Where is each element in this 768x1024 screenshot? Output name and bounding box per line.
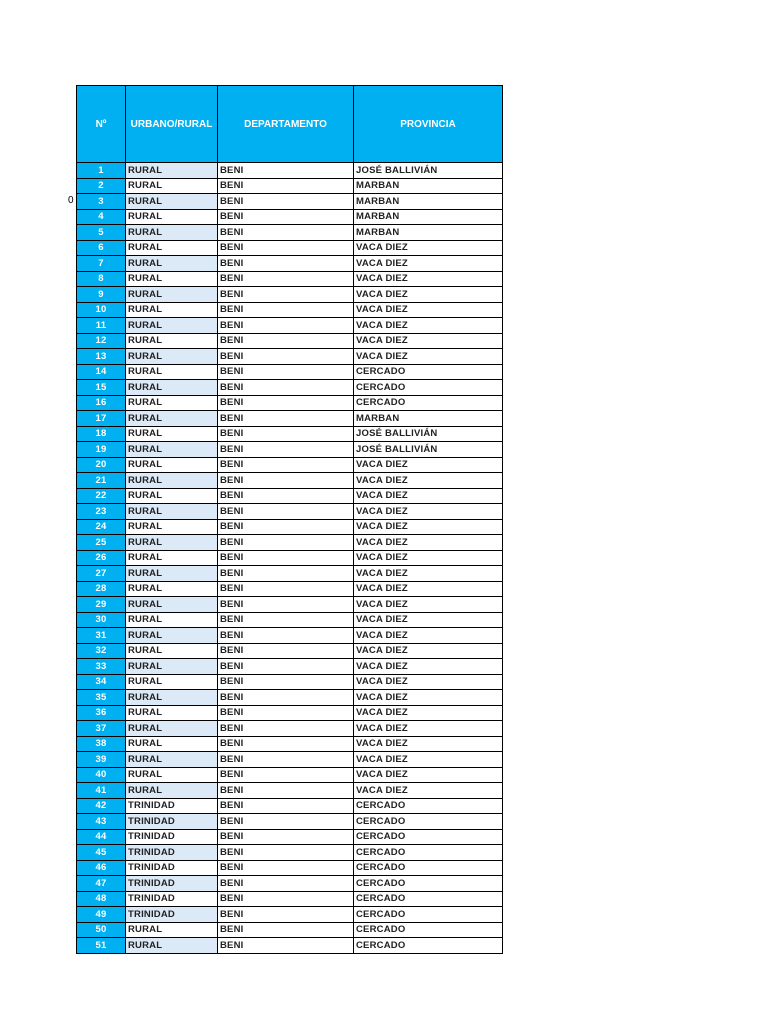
cell-urban-rural[interactable]: RURAL [126, 659, 218, 675]
cell-department[interactable]: BENI [218, 426, 354, 442]
cell-number[interactable]: 26 [77, 550, 126, 566]
cell-province[interactable]: CERCADO [354, 922, 503, 938]
cell-department[interactable]: BENI [218, 829, 354, 845]
cell-number[interactable]: 1 [77, 163, 126, 179]
cell-department[interactable]: BENI [218, 860, 354, 876]
cell-province[interactable]: VACA DIEZ [354, 597, 503, 613]
cell-department[interactable]: BENI [218, 364, 354, 380]
cell-department[interactable]: BENI [218, 690, 354, 706]
cell-province[interactable]: CERCADO [354, 891, 503, 907]
cell-province[interactable]: VACA DIEZ [354, 504, 503, 520]
cell-department[interactable]: BENI [218, 209, 354, 225]
table-row [77, 783, 503, 799]
cell-department[interactable]: BENI [218, 845, 354, 861]
cell-urban-rural[interactable]: RURAL [126, 318, 218, 334]
cell-urban-rural[interactable]: RURAL [126, 752, 218, 768]
stray-cell-mark: 0 [68, 195, 74, 206]
cell-number[interactable]: 38 [77, 736, 126, 752]
cell-number[interactable]: 19 [77, 442, 126, 458]
table-row [77, 721, 503, 737]
cell-urban-rural[interactable]: RURAL [126, 442, 218, 458]
cell-urban-rural[interactable]: RURAL [126, 674, 218, 690]
table-row [77, 705, 503, 721]
cell-number[interactable]: 23 [77, 504, 126, 520]
cell-urban-rural[interactable]: RURAL [126, 566, 218, 582]
cell-number[interactable]: 17 [77, 411, 126, 427]
cell-number[interactable]: 41 [77, 783, 126, 799]
table-row [77, 814, 503, 830]
cell-urban-rural[interactable]: RURAL [126, 690, 218, 706]
cell-province[interactable]: VACA DIEZ [354, 566, 503, 582]
cell-urban-rural[interactable]: RURAL [126, 597, 218, 613]
cell-urban-rural[interactable]: RURAL [126, 628, 218, 644]
table-row [77, 829, 503, 845]
cell-number[interactable]: 22 [77, 488, 126, 504]
cell-number[interactable]: 10 [77, 302, 126, 318]
cell-department[interactable]: BENI [218, 194, 354, 210]
cell-urban-rural[interactable]: RURAL [126, 426, 218, 442]
cell-department[interactable]: BENI [218, 287, 354, 303]
cell-number[interactable]: 4 [77, 209, 126, 225]
table-row [77, 504, 503, 520]
table-row [77, 380, 503, 396]
data-table [76, 85, 503, 954]
cell-number[interactable]: 18 [77, 426, 126, 442]
cell-number[interactable]: 28 [77, 581, 126, 597]
cell-department[interactable]: BENI [218, 938, 354, 954]
table-row [77, 209, 503, 225]
table-row [77, 271, 503, 287]
cell-number[interactable]: 25 [77, 535, 126, 551]
cell-number[interactable]: 9 [77, 287, 126, 303]
cell-province[interactable]: VACA DIEZ [354, 767, 503, 783]
cell-department[interactable]: BENI [218, 612, 354, 628]
table-row [77, 519, 503, 535]
cell-province[interactable]: VACA DIEZ [354, 736, 503, 752]
cell-province[interactable]: VACA DIEZ [354, 473, 503, 489]
cell-urban-rural[interactable]: RURAL [126, 721, 218, 737]
cell-urban-rural[interactable]: RURAL [126, 473, 218, 489]
cell-department[interactable]: BENI [218, 457, 354, 473]
cell-number[interactable]: 24 [77, 519, 126, 535]
cell-urban-rural[interactable]: TRINIDAD [126, 907, 218, 923]
column-header-number[interactable]: Nº [77, 86, 126, 163]
cell-department[interactable]: BENI [218, 659, 354, 675]
cell-department[interactable]: BENI [218, 798, 354, 814]
table-row [77, 550, 503, 566]
cell-department[interactable]: BENI [218, 535, 354, 551]
cell-province[interactable]: CERCADO [354, 829, 503, 845]
table-row [77, 922, 503, 938]
cell-number[interactable]: 20 [77, 457, 126, 473]
cell-number[interactable]: 27 [77, 566, 126, 582]
cell-number[interactable]: 5 [77, 225, 126, 241]
cell-province[interactable]: VACA DIEZ [354, 659, 503, 675]
table-row [77, 597, 503, 613]
cell-urban-rural[interactable]: RURAL [126, 209, 218, 225]
table-row [77, 736, 503, 752]
table-row [77, 333, 503, 349]
cell-department[interactable]: BENI [218, 411, 354, 427]
cell-department[interactable]: BENI [218, 504, 354, 520]
cell-number[interactable]: 29 [77, 597, 126, 613]
cell-urban-rural[interactable]: RURAL [126, 287, 218, 303]
table-row [77, 488, 503, 504]
cell-number[interactable]: 7 [77, 256, 126, 272]
cell-department[interactable]: BENI [218, 566, 354, 582]
table-row [77, 287, 503, 303]
cell-province[interactable]: CERCADO [354, 364, 503, 380]
cell-department[interactable]: BENI [218, 643, 354, 659]
cell-province[interactable]: VACA DIEZ [354, 783, 503, 799]
cell-urban-rural[interactable]: RURAL [126, 643, 218, 659]
cell-department[interactable]: BENI [218, 891, 354, 907]
cell-department[interactable]: BENI [218, 488, 354, 504]
cell-urban-rural[interactable]: TRINIDAD [126, 860, 218, 876]
cell-urban-rural[interactable]: RURAL [126, 411, 218, 427]
cell-department[interactable]: BENI [218, 705, 354, 721]
table-row [77, 767, 503, 783]
table-row [77, 364, 503, 380]
table-row [77, 535, 503, 551]
cell-province[interactable]: JOSÉ BALLIVIÁN [354, 426, 503, 442]
column-header-urban-rural[interactable]: URBANO/RURAL [126, 86, 218, 163]
cell-urban-rural[interactable]: RURAL [126, 256, 218, 272]
cell-number[interactable]: 42 [77, 798, 126, 814]
cell-province[interactable]: MARBAN [354, 178, 503, 194]
cell-number[interactable]: 36 [77, 705, 126, 721]
cell-province[interactable]: CERCADO [354, 907, 503, 923]
cell-province[interactable]: CERCADO [354, 814, 503, 830]
cell-urban-rural[interactable]: RURAL [126, 395, 218, 411]
cell-department[interactable]: BENI [218, 752, 354, 768]
cell-department[interactable]: BENI [218, 380, 354, 396]
cell-urban-rural[interactable]: RURAL [126, 271, 218, 287]
table-row [77, 240, 503, 256]
table-body [77, 163, 503, 954]
cell-province[interactable]: CERCADO [354, 938, 503, 954]
cell-province[interactable]: CERCADO [354, 798, 503, 814]
cell-number[interactable]: 31 [77, 628, 126, 644]
cell-department[interactable]: BENI [218, 581, 354, 597]
table-row [77, 643, 503, 659]
cell-urban-rural[interactable]: RURAL [126, 380, 218, 396]
cell-province[interactable]: VACA DIEZ [354, 643, 503, 659]
cell-province[interactable]: CERCADO [354, 860, 503, 876]
cell-urban-rural[interactable]: RURAL [126, 504, 218, 520]
table-row [77, 349, 503, 365]
cell-department[interactable]: BENI [218, 597, 354, 613]
cell-province[interactable]: VACA DIEZ [354, 318, 503, 334]
cell-number[interactable]: 30 [77, 612, 126, 628]
cell-department[interactable]: BENI [218, 628, 354, 644]
cell-department[interactable]: BENI [218, 519, 354, 535]
cell-urban-rural[interactable]: RURAL [126, 302, 218, 318]
table-row [77, 938, 503, 954]
cell-number[interactable]: 34 [77, 674, 126, 690]
cell-province[interactable]: MARBAN [354, 194, 503, 210]
cell-department[interactable]: BENI [218, 783, 354, 799]
cell-urban-rural[interactable]: RURAL [126, 488, 218, 504]
table-row [77, 907, 503, 923]
cell-number[interactable]: 6 [77, 240, 126, 256]
cell-province[interactable]: VACA DIEZ [354, 752, 503, 768]
table-row [77, 581, 503, 597]
cell-province[interactable]: CERCADO [354, 876, 503, 892]
cell-urban-rural[interactable]: RURAL [126, 938, 218, 954]
cell-department[interactable]: BENI [218, 442, 354, 458]
cell-urban-rural[interactable]: RURAL [126, 550, 218, 566]
cell-number[interactable]: 40 [77, 767, 126, 783]
cell-province[interactable]: VACA DIEZ [354, 581, 503, 597]
cell-urban-rural[interactable]: RURAL [126, 705, 218, 721]
cell-urban-rural[interactable]: RURAL [126, 194, 218, 210]
column-header-department[interactable]: DEPARTAMENTO [218, 86, 354, 163]
cell-number[interactable]: 43 [77, 814, 126, 830]
cell-number[interactable]: 47 [77, 876, 126, 892]
cell-urban-rural[interactable]: RURAL [126, 922, 218, 938]
table-row [77, 225, 503, 241]
cell-number[interactable]: 8 [77, 271, 126, 287]
table-row [77, 628, 503, 644]
table-row [77, 566, 503, 582]
cell-number[interactable]: 51 [77, 938, 126, 954]
cell-department[interactable]: BENI [218, 256, 354, 272]
cell-urban-rural[interactable]: TRINIDAD [126, 876, 218, 892]
cell-number[interactable]: 39 [77, 752, 126, 768]
cell-province[interactable]: VACA DIEZ [354, 721, 503, 737]
cell-department[interactable]: BENI [218, 876, 354, 892]
cell-province[interactable]: MARBAN [354, 411, 503, 427]
cell-department[interactable]: BENI [218, 907, 354, 923]
table-header-row [77, 86, 503, 163]
cell-province[interactable]: CERCADO [354, 395, 503, 411]
cell-department[interactable]: BENI [218, 349, 354, 365]
table-row [77, 411, 503, 427]
cell-urban-rural[interactable]: RURAL [126, 364, 218, 380]
cell-urban-rural[interactable]: TRINIDAD [126, 845, 218, 861]
cell-number[interactable]: 15 [77, 380, 126, 396]
cell-department[interactable]: BENI [218, 721, 354, 737]
cell-urban-rural[interactable]: RURAL [126, 457, 218, 473]
cell-province[interactable]: VACA DIEZ [354, 612, 503, 628]
cell-number[interactable]: 12 [77, 333, 126, 349]
cell-province[interactable]: VACA DIEZ [354, 287, 503, 303]
cell-department[interactable]: BENI [218, 225, 354, 241]
cell-province[interactable]: VACA DIEZ [354, 519, 503, 535]
cell-department[interactable]: BENI [218, 674, 354, 690]
table-row [77, 674, 503, 690]
cell-urban-rural[interactable]: RURAL [126, 612, 218, 628]
cell-province[interactable]: VACA DIEZ [354, 705, 503, 721]
cell-province[interactable]: VACA DIEZ [354, 333, 503, 349]
cell-province[interactable]: VACA DIEZ [354, 457, 503, 473]
cell-urban-rural[interactable]: RURAL [126, 225, 218, 241]
cell-province[interactable]: JOSÉ BALLIVIÁN [354, 163, 503, 179]
table-row [77, 395, 503, 411]
cell-department[interactable]: BENI [218, 240, 354, 256]
cell-department[interactable]: BENI [218, 922, 354, 938]
cell-number[interactable]: 45 [77, 845, 126, 861]
cell-urban-rural[interactable]: RURAL [126, 535, 218, 551]
cell-urban-rural[interactable]: TRINIDAD [126, 891, 218, 907]
cell-urban-rural[interactable]: TRINIDAD [126, 814, 218, 830]
cell-urban-rural[interactable]: RURAL [126, 333, 218, 349]
table-row [77, 845, 503, 861]
cell-province[interactable]: MARBAN [354, 225, 503, 241]
cell-urban-rural[interactable]: RURAL [126, 581, 218, 597]
cell-province[interactable]: VACA DIEZ [354, 690, 503, 706]
cell-department[interactable]: BENI [218, 271, 354, 287]
table-row [77, 612, 503, 628]
cell-number[interactable]: 50 [77, 922, 126, 938]
cell-department[interactable]: BENI [218, 736, 354, 752]
cell-province[interactable]: VACA DIEZ [354, 550, 503, 566]
cell-province[interactable]: CERCADO [354, 380, 503, 396]
cell-department[interactable]: BENI [218, 395, 354, 411]
cell-urban-rural[interactable]: RURAL [126, 178, 218, 194]
cell-province[interactable]: VACA DIEZ [354, 349, 503, 365]
cell-province[interactable]: VACA DIEZ [354, 271, 503, 287]
table-row [77, 690, 503, 706]
table-row [77, 318, 503, 334]
cell-department[interactable]: BENI [218, 814, 354, 830]
table-row [77, 256, 503, 272]
cell-number[interactable]: 21 [77, 473, 126, 489]
table-row [77, 194, 503, 210]
cell-number[interactable]: 44 [77, 829, 126, 845]
cell-urban-rural[interactable]: RURAL [126, 240, 218, 256]
cell-department[interactable]: BENI [218, 473, 354, 489]
table-row [77, 473, 503, 489]
cell-urban-rural[interactable]: RURAL [126, 163, 218, 179]
table-row [77, 798, 503, 814]
cell-number[interactable]: 11 [77, 318, 126, 334]
cell-urban-rural[interactable]: RURAL [126, 519, 218, 535]
cell-department[interactable]: BENI [218, 178, 354, 194]
cell-number[interactable]: 49 [77, 907, 126, 923]
cell-urban-rural[interactable]: RURAL [126, 736, 218, 752]
table-row [77, 302, 503, 318]
cell-province[interactable]: VACA DIEZ [354, 240, 503, 256]
table-row [77, 457, 503, 473]
cell-province[interactable]: MARBAN [354, 209, 503, 225]
cell-urban-rural[interactable]: TRINIDAD [126, 798, 218, 814]
cell-province[interactable]: VACA DIEZ [354, 488, 503, 504]
cell-department[interactable]: BENI [218, 333, 354, 349]
cell-province[interactable]: VACA DIEZ [354, 535, 503, 551]
table-row [77, 752, 503, 768]
cell-number[interactable]: 37 [77, 721, 126, 737]
cell-province[interactable]: CERCADO [354, 845, 503, 861]
cell-number[interactable]: 14 [77, 364, 126, 380]
cell-number[interactable]: 35 [77, 690, 126, 706]
table-row [77, 891, 503, 907]
table-row [77, 860, 503, 876]
cell-number[interactable]: 2 [77, 178, 126, 194]
cell-department[interactable]: BENI [218, 767, 354, 783]
cell-province[interactable]: VACA DIEZ [354, 256, 503, 272]
cell-urban-rural[interactable]: TRINIDAD [126, 829, 218, 845]
table-row [77, 178, 503, 194]
cell-urban-rural[interactable]: RURAL [126, 767, 218, 783]
cell-number[interactable]: 3 [77, 194, 126, 210]
table-row [77, 163, 503, 179]
table-row [77, 442, 503, 458]
table-row [77, 659, 503, 675]
cell-number[interactable]: 13 [77, 349, 126, 365]
column-header-province[interactable]: PROVINCIA [354, 86, 503, 163]
cell-urban-rural[interactable]: RURAL [126, 349, 218, 365]
cell-province[interactable]: VACA DIEZ [354, 674, 503, 690]
table-row [77, 876, 503, 892]
cell-province[interactable]: VACA DIEZ [354, 628, 503, 644]
cell-province[interactable]: VACA DIEZ [354, 302, 503, 318]
cell-department[interactable]: BENI [218, 550, 354, 566]
cell-number[interactable]: 33 [77, 659, 126, 675]
cell-department[interactable]: BENI [218, 302, 354, 318]
cell-urban-rural[interactable]: RURAL [126, 783, 218, 799]
cell-number[interactable]: 46 [77, 860, 126, 876]
cell-number[interactable]: 32 [77, 643, 126, 659]
cell-number[interactable]: 48 [77, 891, 126, 907]
table-row [77, 426, 503, 442]
cell-number[interactable]: 16 [77, 395, 126, 411]
cell-department[interactable]: BENI [218, 163, 354, 179]
cell-province[interactable]: JOSÉ BALLIVIÁN [354, 442, 503, 458]
cell-department[interactable]: BENI [218, 318, 354, 334]
